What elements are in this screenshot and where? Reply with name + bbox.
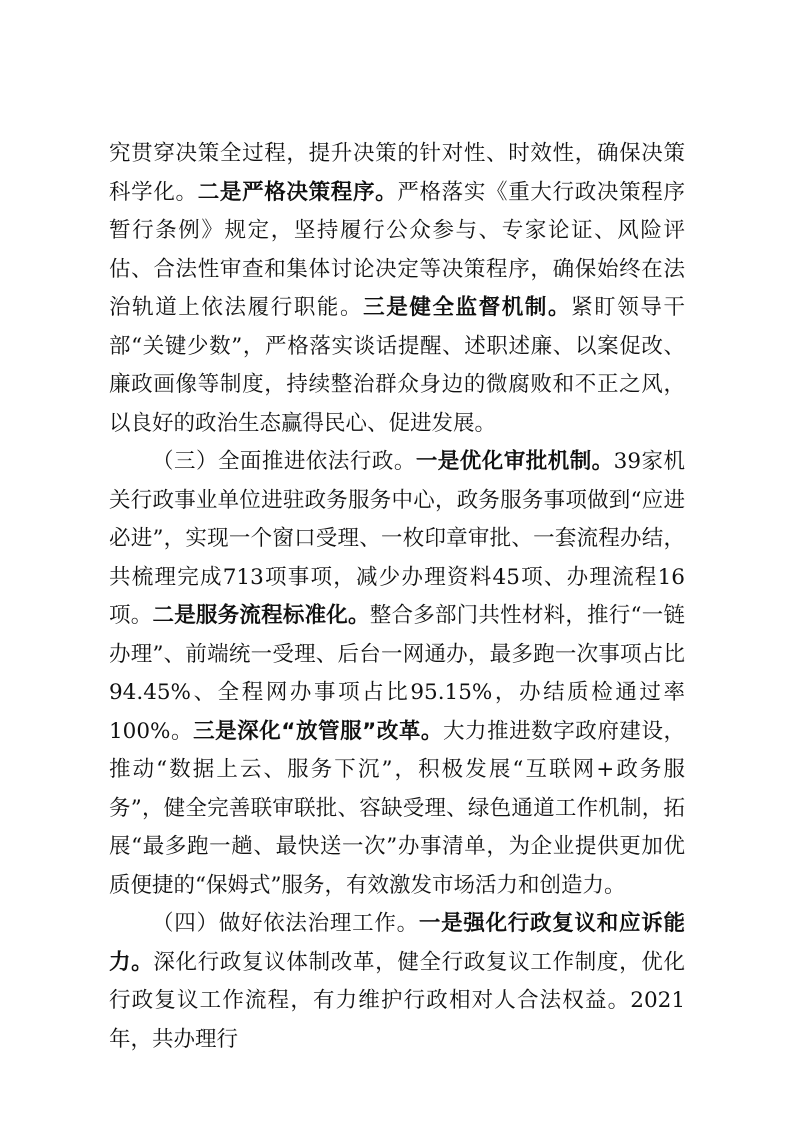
section-heading: （三）全面推进依法行政。 [152,449,416,474]
text-run: 深化行政复议体制改革，健全行政复议工作制度，优化行政复议工作流程，有力维护行政相对人合法权益。2021年，共办理行 [109,949,685,1052]
heading-run: 一是强化行政复议和应诉能力。 [109,911,685,975]
section-heading: （四）做好依法治理工作。 [152,911,419,936]
body-text [109,135,685,1059]
paragraph-governance-by-law [109,905,685,1059]
heading-run: 二是服务流程标准化。 [152,603,370,628]
paragraph-decision-making [109,135,685,443]
heading-run: 一是优化审批机制。 [415,449,614,474]
paragraph-administration-by-law [109,443,685,905]
heading-run: 二是严格决策程序。 [197,179,398,205]
text-run: 大力推进数字政府建设，推动“数据上云、服务下沉”，积极发展“互联网+政务服务”，健全完善联审联批、容缺受理、绿色通道工作机制，拓展“最多跑一趟、最快送一次”办事清单，为企业提供更加优质便捷的“保姆式”服务，有效激发市场活力和创造力。 [109,718,685,898]
heading-run: 三是健全监督机制。 [363,295,572,320]
text-run: 严格落实《重大行政决策程序暂行条例》规定，坚持履行公众参与、专家论证、风险评估、合法性审查和集体讨论决定等决策程序，确保始终在法治轨道上依法履行职能。 [109,179,685,320]
text-run: 39家机关行政事业单位进驻政务服务中心，政务服务事项做到“应进必进”，实现一个窗口受理、一枚印章审批、一套流程办结，共梳理完成713项事项，减少办理资料45项、办理流程16项。 [109,449,685,628]
heading-run: 三是深化“放管服”改革。 [193,718,443,744]
text-run: 整合多部门共性材料，推行“一链办理”、前端统一受理、后台一网通办，最多跑一次事项占比94.45%、全程网办事项占比95.15%，办结质检通过率100%。 [109,603,685,744]
text-run: 紧盯领导干部“关键少数”，严格落实谈话提醒、述职述廉、以案促改、廉政画像等制度，持续整治群众身边的微腐败和不正之风，以良好的政治生态赢得民心、促进发展。 [109,295,685,436]
text-run: 究贯穿决策全过程，提升决策的针对性、时效性，确保决策科学化。 [109,141,685,205]
